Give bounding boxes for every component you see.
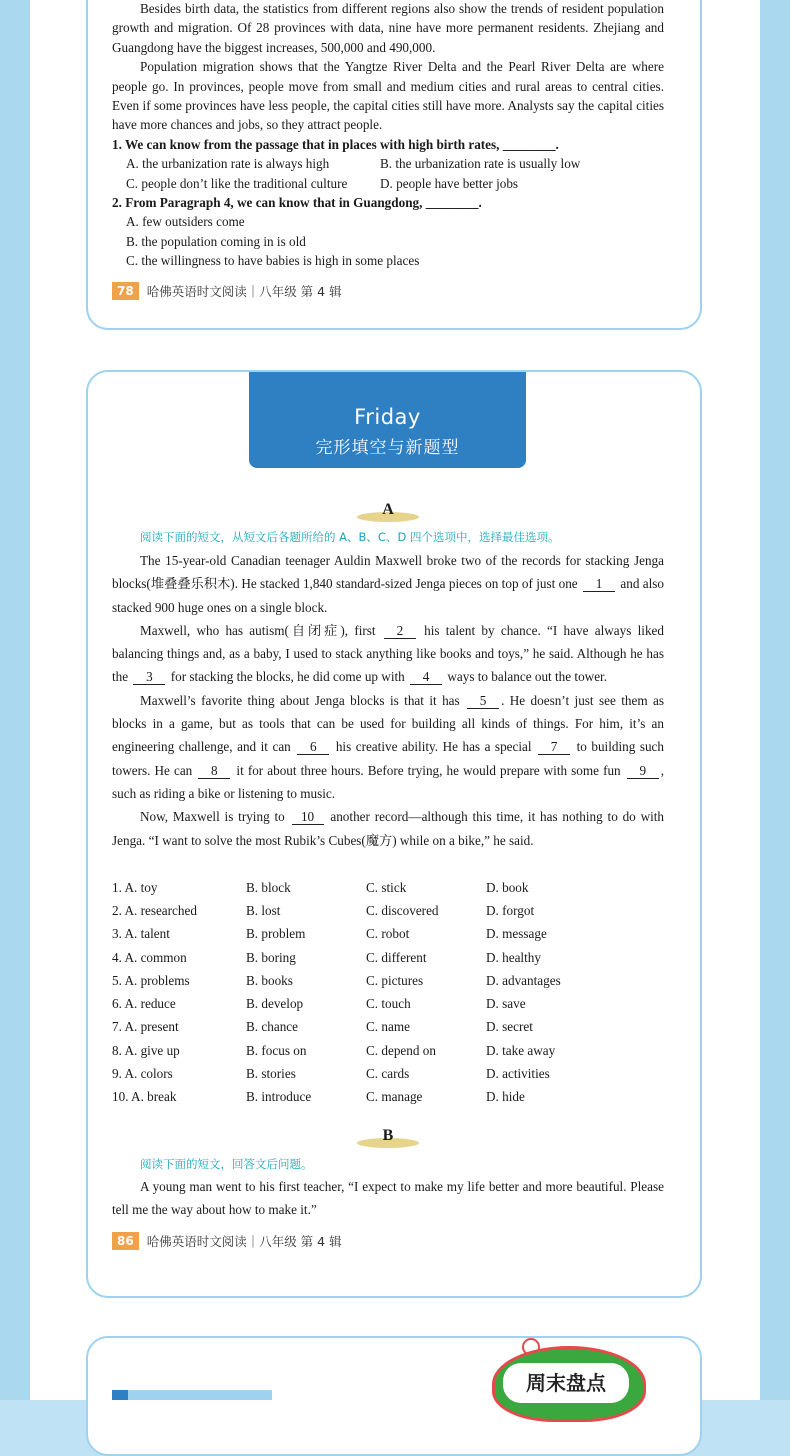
choice-option: B. block: [246, 879, 291, 895]
blank-10: 10: [292, 810, 324, 825]
choice-option: 9. A. colors: [112, 1066, 173, 1082]
text-run: ways to balance out the tower.: [447, 669, 608, 685]
choice-option: C. discovered: [366, 902, 439, 918]
card1-text: [112, 0, 664, 271]
choice-option: C. pictures: [366, 972, 424, 988]
text-run: The 15-year-old Canadian teenager Auldin Maxwell broke two of the records for stacking Jenga blocks(堆叠叠乐积木). He stacked 1,840 standard-sized Jenga pieces on top of just one: [112, 553, 664, 592]
blank-1: 1: [583, 577, 615, 592]
page-footer: [112, 282, 342, 300]
blank-8: 8: [198, 764, 230, 779]
weekend-review-badge: [492, 1346, 646, 1422]
choice-row: [112, 992, 672, 1015]
text-run: for stacking the blocks, he did come up with: [170, 669, 405, 685]
choice-option: D. take away: [486, 1042, 556, 1058]
section-b-passage: [112, 1175, 664, 1222]
choice-table: [112, 876, 672, 1109]
section-header-bar: [112, 1390, 272, 1400]
choice-option: B. books: [246, 972, 293, 988]
choice-option: C. different: [366, 949, 427, 965]
text-run: his creative ability. He has a special: [335, 739, 532, 755]
choice-option: D. forgot: [486, 902, 535, 918]
choice-option: C. touch: [366, 996, 411, 1012]
blank-5: 5: [467, 694, 499, 709]
option-c: C. the willingness to have babies is high in some places: [126, 253, 420, 269]
option-c: C. people don’t like the traditional culture: [126, 175, 348, 191]
text-run: Now, Maxwell is trying to: [140, 809, 285, 825]
choice-option: 2. A. researched: [112, 902, 197, 918]
section-b-letter: B: [382, 1127, 394, 1144]
question-1: 1. We can know from the passage that in places with high birth rates, ________.: [112, 136, 559, 152]
choice-option: 1. A. toy: [112, 879, 158, 895]
choice-row: [112, 969, 672, 992]
cloze-paragraph: [112, 619, 664, 689]
choice-option: B. focus on: [246, 1042, 307, 1058]
option-b: B. the population coming in is old: [126, 233, 306, 249]
choice-row: [112, 1016, 672, 1039]
choice-option: B. boring: [246, 949, 296, 965]
choice-option: D. healthy: [486, 949, 541, 965]
blank-9: 9: [627, 764, 659, 779]
question-1-options-row: [112, 174, 664, 193]
option-d: D. people have better jobs: [380, 175, 519, 191]
text-run: to building such towers. He can: [112, 739, 664, 778]
cloze-paragraph: [112, 549, 664, 619]
section-header-accent: [112, 1390, 128, 1400]
choice-option: C. cards: [366, 1066, 410, 1082]
text-run: another record—although this time, it has nothing to do with Jenga. “I want to solve the most Rubik’s Cubes(魔方) while on a bike,” he said.: [112, 809, 665, 848]
text-run: , such as riding a bike or listening to music.: [112, 762, 665, 801]
card1-paragraph: Besides birth data, the statistics from different regions also show the trends of resident population growth and migration. Of 28 provinces with data, nine have more permanent residents. Zhejiang and Guangdong have the biggest increases, 500,000 and 490,000.: [112, 1, 664, 55]
choice-option: 8. A. give up: [112, 1042, 180, 1058]
option-a: A. few outsiders come: [126, 214, 245, 230]
blank-3: 3: [133, 670, 165, 685]
choice-option: D. book: [486, 879, 529, 895]
text-run: . He doesn’t just see them as blocks in a game, but as tools that can be used for building all kinds of things. For him, it’s an engineering challenge, and it can: [112, 692, 664, 755]
page-footer: [112, 1232, 342, 1250]
choice-option: B. lost: [246, 902, 281, 918]
choice-option: C. manage: [366, 1089, 423, 1105]
text-run: Maxwell’s favorite thing about Jenga blocks is that it has: [140, 692, 460, 708]
blank-4: 4: [410, 670, 442, 685]
banner-subtitle: 完形填空与新题型: [315, 438, 460, 458]
blank-7: 7: [538, 740, 570, 755]
cloze-passage: [112, 549, 664, 852]
cloze-paragraph: [112, 689, 664, 805]
text-run: his talent by chance. “I have always liked balancing things and, as a baby, I used to stack anything like books and toys,” he said. Although he has the: [112, 622, 664, 685]
page-number: 78: [112, 282, 139, 300]
section-a-instruction: 阅读下面的短文，从短文后各题所给的 A、B、C、D 四个选项中，选择最佳选项。: [140, 530, 560, 544]
choice-option: C. depend on: [366, 1042, 436, 1058]
choice-option: 3. A. talent: [112, 926, 170, 942]
option-b: B. the urbanization rate is usually low: [380, 156, 581, 172]
cloze-paragraph: [112, 805, 664, 852]
banner-title: Friday: [354, 405, 421, 429]
choice-option: D. hide: [486, 1089, 525, 1105]
choice-option: D. advantages: [486, 972, 561, 988]
choice-row: [112, 1086, 672, 1109]
choice-option: B. chance: [246, 1019, 298, 1035]
text-run: and also stacked 900 huge ones on a single block.: [112, 576, 665, 615]
choice-option: C. stick: [366, 879, 407, 895]
section-b-paragraph: A young man went to his first teacher, “I expect to make my life better and more beautiful. Please tell me the way about how to make it.”: [112, 1179, 664, 1218]
choice-option: 10. A. break: [112, 1089, 177, 1105]
right-margin-strip: [760, 0, 790, 1400]
choice-option: D. activities: [486, 1066, 550, 1082]
friday-banner: [249, 372, 526, 468]
choice-row: [112, 1062, 672, 1085]
choice-row: [112, 1039, 672, 1062]
page-number: 86: [112, 1232, 139, 1250]
choice-row: [112, 899, 672, 922]
choice-row: [112, 876, 672, 899]
blank-6: 6: [297, 740, 329, 755]
choice-option: C. name: [366, 1019, 410, 1035]
text-run: Maxwell, who has autism(自闭症), first: [140, 622, 376, 638]
choice-option: 5. A. problems: [112, 972, 190, 988]
text-run: it for about three hours. Before trying, he would prepare with some fun: [236, 762, 621, 778]
choice-option: B. develop: [246, 996, 304, 1012]
choice-row: [112, 923, 672, 946]
section-a-letter: A: [382, 501, 394, 518]
book-title: 哈佛英语时文阅读｜八年级 第 4 辑: [146, 284, 342, 299]
blank-2: 2: [384, 624, 416, 639]
book-title: 哈佛英语时文阅读｜八年级 第 4 辑: [146, 1234, 342, 1249]
option-a: A. the urbanization rate is always high: [126, 156, 330, 172]
choice-option: C. robot: [366, 926, 410, 942]
choice-option: D. secret: [486, 1019, 533, 1035]
choice-option: D. save: [486, 996, 526, 1012]
choice-option: 6. A. reduce: [112, 996, 176, 1012]
choice-option: 4. A. common: [112, 949, 187, 965]
question-1-options-row: [112, 154, 664, 173]
choice-option: B. problem: [246, 926, 306, 942]
left-margin-strip: [0, 0, 30, 1400]
choice-option: B. introduce: [246, 1089, 312, 1105]
card1-paragraph: Population migration shows that the Yangtze River Delta and the Pearl River Delta are where people go. In provinces, people move from small and medium cities and rural areas to central cities. Even if some provinces have less people, the capital cities still have more. Analysts say the capital cities have more chances and jobs, so they attract people.: [112, 59, 664, 133]
section-b-instruction: 阅读下面的短文，回答文后问题。: [140, 1157, 313, 1171]
choice-option: D. message: [486, 926, 547, 942]
question-2: 2. From Paragraph 4, we can know that in Guangdong, ________.: [112, 195, 482, 211]
choice-option: 7. A. present: [112, 1019, 179, 1035]
choice-option: B. stories: [246, 1066, 296, 1082]
badge-label: 周末盘点: [503, 1363, 629, 1403]
choice-row: [112, 946, 672, 969]
